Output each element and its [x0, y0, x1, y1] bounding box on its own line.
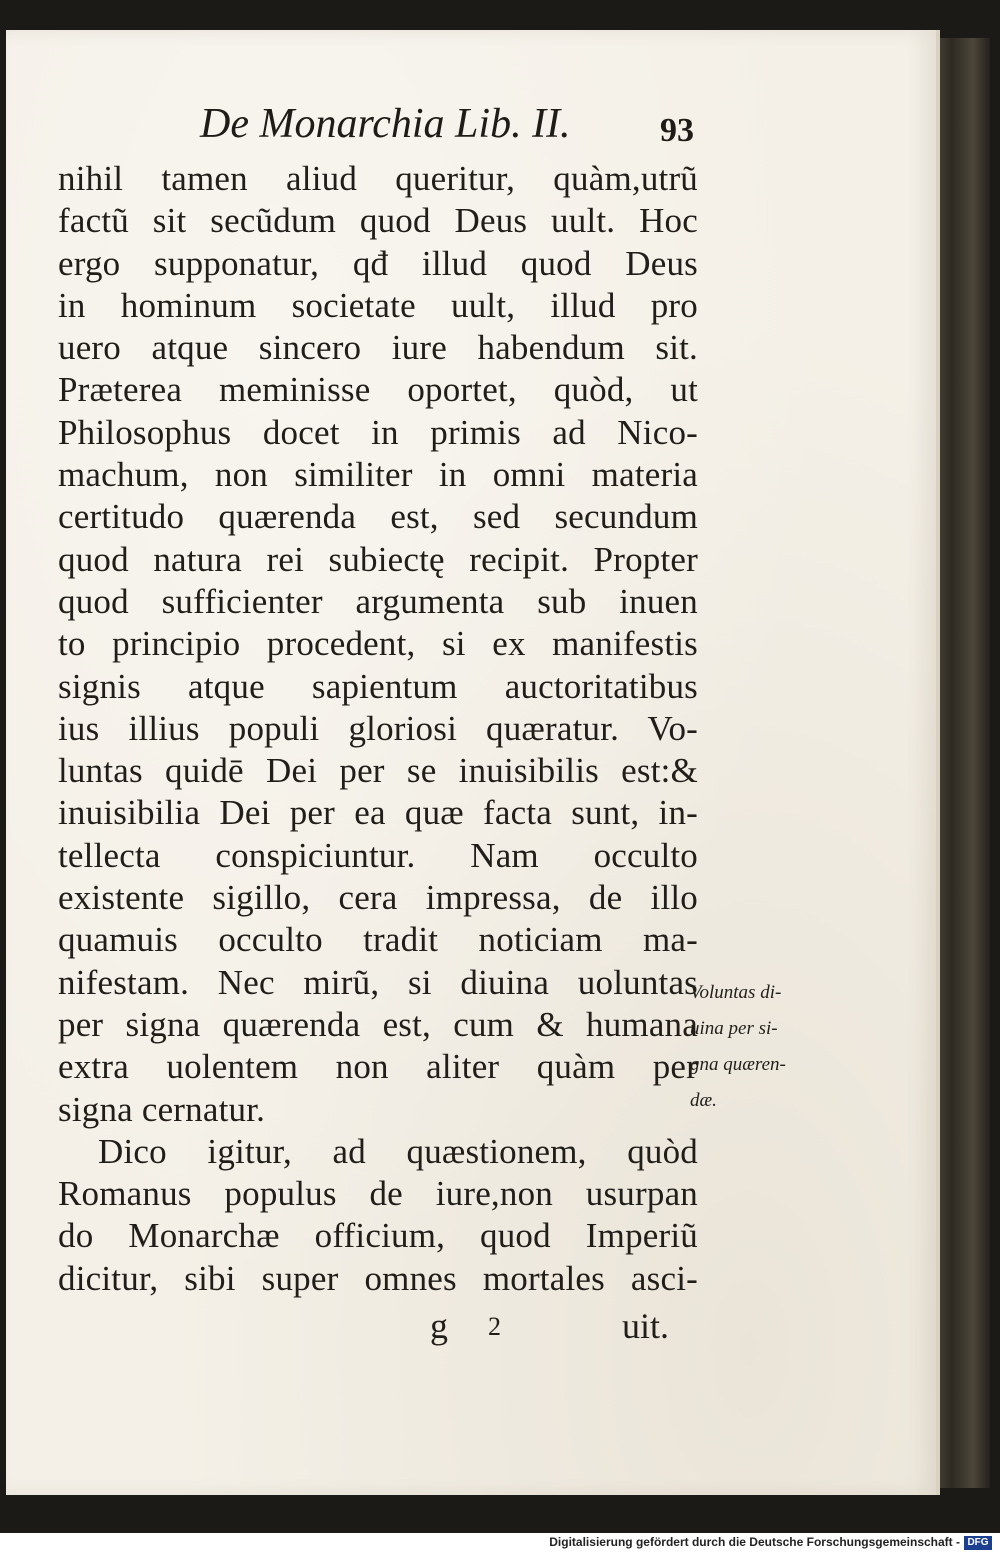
text-line: tellecta conspiciuntur. Nam occulto	[58, 835, 698, 875]
funding-credit: Digitalisierung gefördert durch die Deutsche Forschungsgemeinschaft -	[549, 1535, 960, 1549]
main-text-block	[58, 158, 698, 1300]
text-line: dicitur, sibi super omnes mortales asci-	[58, 1258, 698, 1298]
marginal-note-line: Voluntas di-	[690, 982, 782, 1003]
text-line: Romanus populus de iure,non usurpan	[58, 1174, 698, 1214]
text-line: Dico igitur, ad quæstionem, quòd	[98, 1131, 698, 1171]
running-header: De Monarchia Lib. II.	[200, 101, 571, 147]
text-line: existente sigillo, cera impressa, de illo	[58, 878, 698, 918]
marginal-note-line: uina per si-	[690, 1018, 778, 1039]
text-line: nihil tamen aliud queritur, quàm,utrũ	[58, 159, 698, 198]
text-line: nifestam. Nec mirũ, si diuina uoluntas	[58, 962, 698, 1002]
text-line: ergo supponatur, qđ illud quod Deus	[58, 243, 698, 283]
signature-number: 2	[488, 1312, 501, 1341]
text-line: quod natura rei subiectę recipit. Propter	[58, 539, 698, 579]
text-line: certitudo quærenda est, sed secundum	[58, 497, 698, 537]
text-line: inuisibilia Dei per ea quæ facta sunt, in-	[58, 793, 698, 833]
text-line: luntas quidē Dei per se inuisibilis est:&	[58, 751, 698, 791]
dfg-logo: DFG	[964, 1536, 992, 1550]
text-line: per signa quærenda est, cum & humana	[58, 1004, 698, 1044]
text-line: signis atque sapientum auctoritatibus	[58, 666, 698, 706]
text-line: do Monarchæ officium, quod Imperiũ	[58, 1216, 698, 1256]
marginal-note-line: dæ.	[690, 1090, 717, 1111]
text-line: Præterea meminisse oportet, quòd, ut	[58, 370, 698, 410]
folio-number: 93	[660, 112, 694, 149]
text-line: quamuis occulto tradit noticiam ma-	[58, 920, 698, 960]
text-line: ius illius populi gloriosi quæratur. Vo-	[58, 708, 698, 748]
text-line: quod sufficienter argumenta sub inuen	[58, 581, 698, 621]
text-line: Philosophus docet in primis ad Nico-	[58, 412, 698, 452]
text-line: to principio procedent, si ex manifestis	[58, 624, 698, 664]
text-line: factũ sit secũdum quod Deus uult. Hoc	[58, 201, 698, 241]
marginal-note	[690, 975, 850, 1119]
text-line: uero atque sincero iure habendum sit.	[58, 328, 698, 368]
marginal-note-line: gna quæren-	[690, 1054, 786, 1075]
text-line: in hominum societate uult, illud pro	[58, 285, 698, 325]
text-line: machum, non similiter in omni materia	[58, 455, 698, 495]
text-line: extra uolentem non aliter quàm per	[58, 1047, 698, 1087]
signature-mark: g	[430, 1306, 448, 1346]
catchword: uit.	[622, 1306, 670, 1346]
text-line: signa cernatur.	[58, 1089, 266, 1129]
